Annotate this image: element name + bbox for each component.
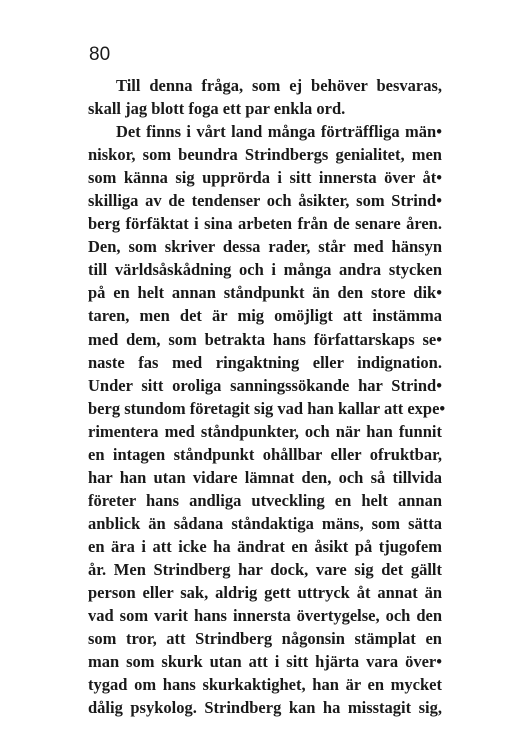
- text-line: tygad om hans skurkaktighet, han är en mycket: [88, 675, 442, 695]
- text-line: person eller sak, aldrig gett uttryck åt annat än: [88, 583, 442, 603]
- text-line: en intagen ståndpunkt ohållbar eller ofruktbar,: [88, 444, 442, 464]
- text-line: berg stundom företagit sig vad han kallar att expe•: [88, 398, 446, 418]
- text-line: skall jag blott foga ett par enkla ord.: [88, 99, 346, 119]
- text-line: naste fas med ringaktning eller indignation.: [88, 352, 442, 372]
- text-line: företer hans andliga utveckling en helt annan: [88, 490, 442, 510]
- text-line: Under sitt oroliga sanningssökande har Strind•: [88, 375, 442, 395]
- text-line: skilliga av de tendenser och åsikter, som Strind•: [88, 191, 442, 211]
- text-line: år. Men Strindberg har dock, vare sig det gällt: [88, 559, 442, 579]
- text-line: man som skurk utan att i sitt hjärta vara över•: [88, 652, 442, 672]
- text-line: vad som varit hans innersta övertygelse, och den: [88, 606, 442, 626]
- text-line: anblick än sådana ståndaktiga mäns, som sätta: [88, 513, 442, 533]
- text-line: på en helt annan ståndpunkt än den store dik•: [88, 283, 442, 303]
- text-line: berg förfäktat i sina arbeten från de senare åren.: [88, 214, 442, 234]
- text-line: har han utan vidare lämnat den, och så tillvida: [88, 467, 442, 487]
- text-line: rimentera med ståndpunkter, och när han funnit: [88, 421, 442, 441]
- text-line: som tror, att Strindberg någonsin stämplat en: [88, 629, 442, 649]
- text-line: Det finns i vårt land många förträffliga män•: [116, 122, 442, 142]
- text-line: taren, men det är mig omöjligt att instämma: [88, 306, 442, 326]
- text-line: niskor, som beundra Strindbergs genialitet, men: [88, 145, 442, 165]
- page-number: 80: [89, 44, 111, 65]
- text-line: Den, som skriver dessa rader, står med hänsyn: [88, 237, 442, 257]
- text-line: Till denna fråga, som ej behöver besvaras,: [116, 76, 442, 95]
- text-line: dålig psykolog. Strindberg kan ha misstagit sig,: [88, 698, 442, 718]
- text-line: som känna sig upprörda i sitt innersta över åt•: [88, 168, 442, 188]
- text-line: en ära i att icke ha ändrat en åsikt på tjugofem: [88, 536, 442, 556]
- text-line: med dem, som betrakta hans författarskaps se•: [88, 329, 442, 349]
- text-line: till världsåskådning och i många andra stycken: [88, 260, 442, 280]
- body-text: [88, 74, 446, 719]
